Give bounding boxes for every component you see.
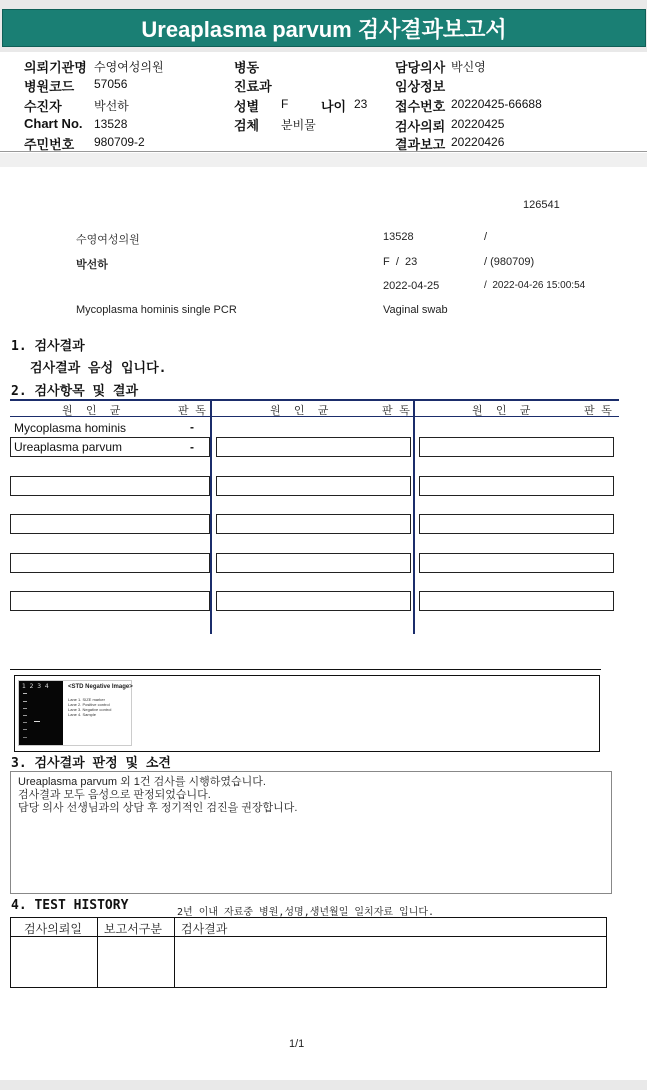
empty-cell	[10, 514, 210, 534]
sub-date: 2022-04-25	[383, 280, 440, 292]
history-divider-2	[174, 917, 175, 988]
empty-cell	[419, 591, 614, 611]
patient-value: 박선하	[94, 99, 129, 113]
serial-number: 126541	[523, 199, 560, 211]
empty-cell	[216, 553, 411, 573]
hospital-code-value: 57056	[94, 77, 128, 91]
gel-rule	[10, 669, 601, 670]
table-divider-2	[413, 400, 415, 634]
institution-label: 의뢰기관명	[24, 60, 87, 75]
receipt-value: 20220425-66688	[451, 97, 542, 111]
table-row	[10, 437, 210, 457]
pathogen-name: Mycoplasma hominis	[14, 421, 127, 435]
patient-label: 수진자	[24, 99, 62, 114]
clinical-label: 임상정보	[395, 79, 446, 94]
sub-test-name: Mycoplasma hominis single PCR	[76, 304, 237, 316]
request-label: 검사의뢰	[395, 119, 446, 134]
sub-sex-age: F / 23	[383, 256, 418, 268]
table-top-rule	[10, 399, 619, 401]
pathogen-name: Ureaplasma parvum	[14, 440, 123, 454]
pathogen-result: -	[190, 440, 194, 454]
history-col-date: 검사의뢰일	[24, 922, 82, 936]
sub-slash: /	[484, 231, 488, 243]
empty-cell	[419, 514, 614, 534]
empty-cell	[419, 437, 614, 457]
section2-title: 2. 검사항목 및 결과	[11, 384, 139, 399]
sub-chart: 13528	[383, 231, 414, 243]
empty-cell	[216, 514, 411, 534]
age-value: 23	[354, 97, 368, 111]
gel-lane-4: Lane 4. Sample	[68, 712, 97, 717]
page-number: 1/1	[289, 1038, 305, 1050]
sub-patient: 박선하	[76, 259, 108, 271]
col-judge-1: 판 독	[178, 404, 206, 417]
empty-cell	[419, 553, 614, 573]
empty-cell	[10, 553, 210, 573]
institution-value: 수영여성의원	[94, 60, 164, 74]
col-pathogen-2: 원 인 균	[270, 404, 329, 417]
age-label: 나이	[321, 99, 347, 114]
history-col-result: 검사결과	[181, 922, 228, 936]
bottom-band	[0, 1080, 647, 1090]
ward-label: 병동	[234, 60, 260, 75]
sub-institution: 수영여성의원	[76, 234, 140, 246]
empty-cell	[216, 591, 411, 611]
chart-no-value: 13528	[94, 117, 128, 131]
specimen-value: 분비물	[281, 118, 316, 132]
pathogen-result: -	[190, 420, 194, 434]
col-pathogen-3: 원 인 균	[472, 404, 531, 417]
gel-lane-1: Lane 1. SIZE marker	[68, 697, 105, 702]
history-divider-1	[97, 917, 98, 988]
dept-label: 진료과	[234, 79, 272, 94]
opinion-line-2: 검사결과 모두 음성으로 판정되었습니다.	[18, 789, 211, 801]
section1-title: 1. 검사결과	[11, 339, 85, 354]
section3-title: 3. 검사결과 판정 및 소견	[11, 756, 171, 771]
report-title: Ureaplasma parvum 검사결과보고서	[2, 9, 646, 47]
empty-cell	[10, 591, 210, 611]
empty-cell	[216, 437, 411, 457]
gel-caption-title: <STD Negative Image>	[68, 684, 133, 690]
hospital-code-label: 병원코드	[24, 79, 75, 94]
sub-birth: / (980709)	[484, 256, 535, 268]
col-pathogen-1: 원 인 균	[62, 404, 121, 417]
sub-datetime: / 2022-04-26 15:00:54	[484, 280, 586, 291]
id-value: 980709-2	[94, 135, 145, 149]
table-divider-1	[210, 400, 212, 634]
sex-label: 성별	[234, 99, 260, 114]
history-note: 2년 이내 자료중 병원,성명,생년월일 일치자료 입니다.	[177, 907, 435, 918]
gel-lane-2: Lane 2. Positive control	[68, 702, 110, 707]
col-judge-3: 판 독	[584, 404, 612, 417]
section4-title: 4. TEST HISTORY	[11, 898, 129, 913]
history-col-type: 보고서구분	[104, 922, 162, 936]
sub-specimen: Vaginal swab	[383, 304, 448, 316]
receipt-label: 접수번호	[395, 99, 446, 114]
opinion-line-3: 담당 의사 선생님과의 상담 후 정기적인 검진을 권장합니다.	[18, 802, 298, 814]
gel-lane-3: Lane 3. Negative control	[68, 707, 112, 712]
request-value: 20220425	[451, 117, 505, 131]
section1-result: 검사결과 음성 입니다.	[30, 361, 167, 376]
history-table	[10, 917, 607, 988]
id-label: 주민번호	[24, 137, 75, 152]
empty-cell	[10, 476, 210, 496]
gel-lane-numbers: 1 2 3 4	[22, 683, 49, 690]
opinion-line-1: Ureaplasma parvum 외 1건 검사를 시행하였습니다.	[18, 776, 266, 788]
report-value: 20220426	[451, 135, 505, 149]
report-label: 결과보고	[395, 137, 446, 152]
doctor-value: 박신영	[451, 60, 486, 74]
chart-no-label: Chart No.	[24, 116, 83, 131]
empty-cell	[216, 476, 411, 496]
empty-cell	[419, 476, 614, 496]
header-gap	[0, 153, 647, 167]
col-judge-2: 판 독	[382, 404, 410, 417]
sex-value: F	[281, 97, 289, 111]
history-header-rule	[10, 936, 607, 937]
doctor-label: 담당의사	[395, 60, 446, 75]
specimen-label: 검체	[234, 118, 260, 133]
